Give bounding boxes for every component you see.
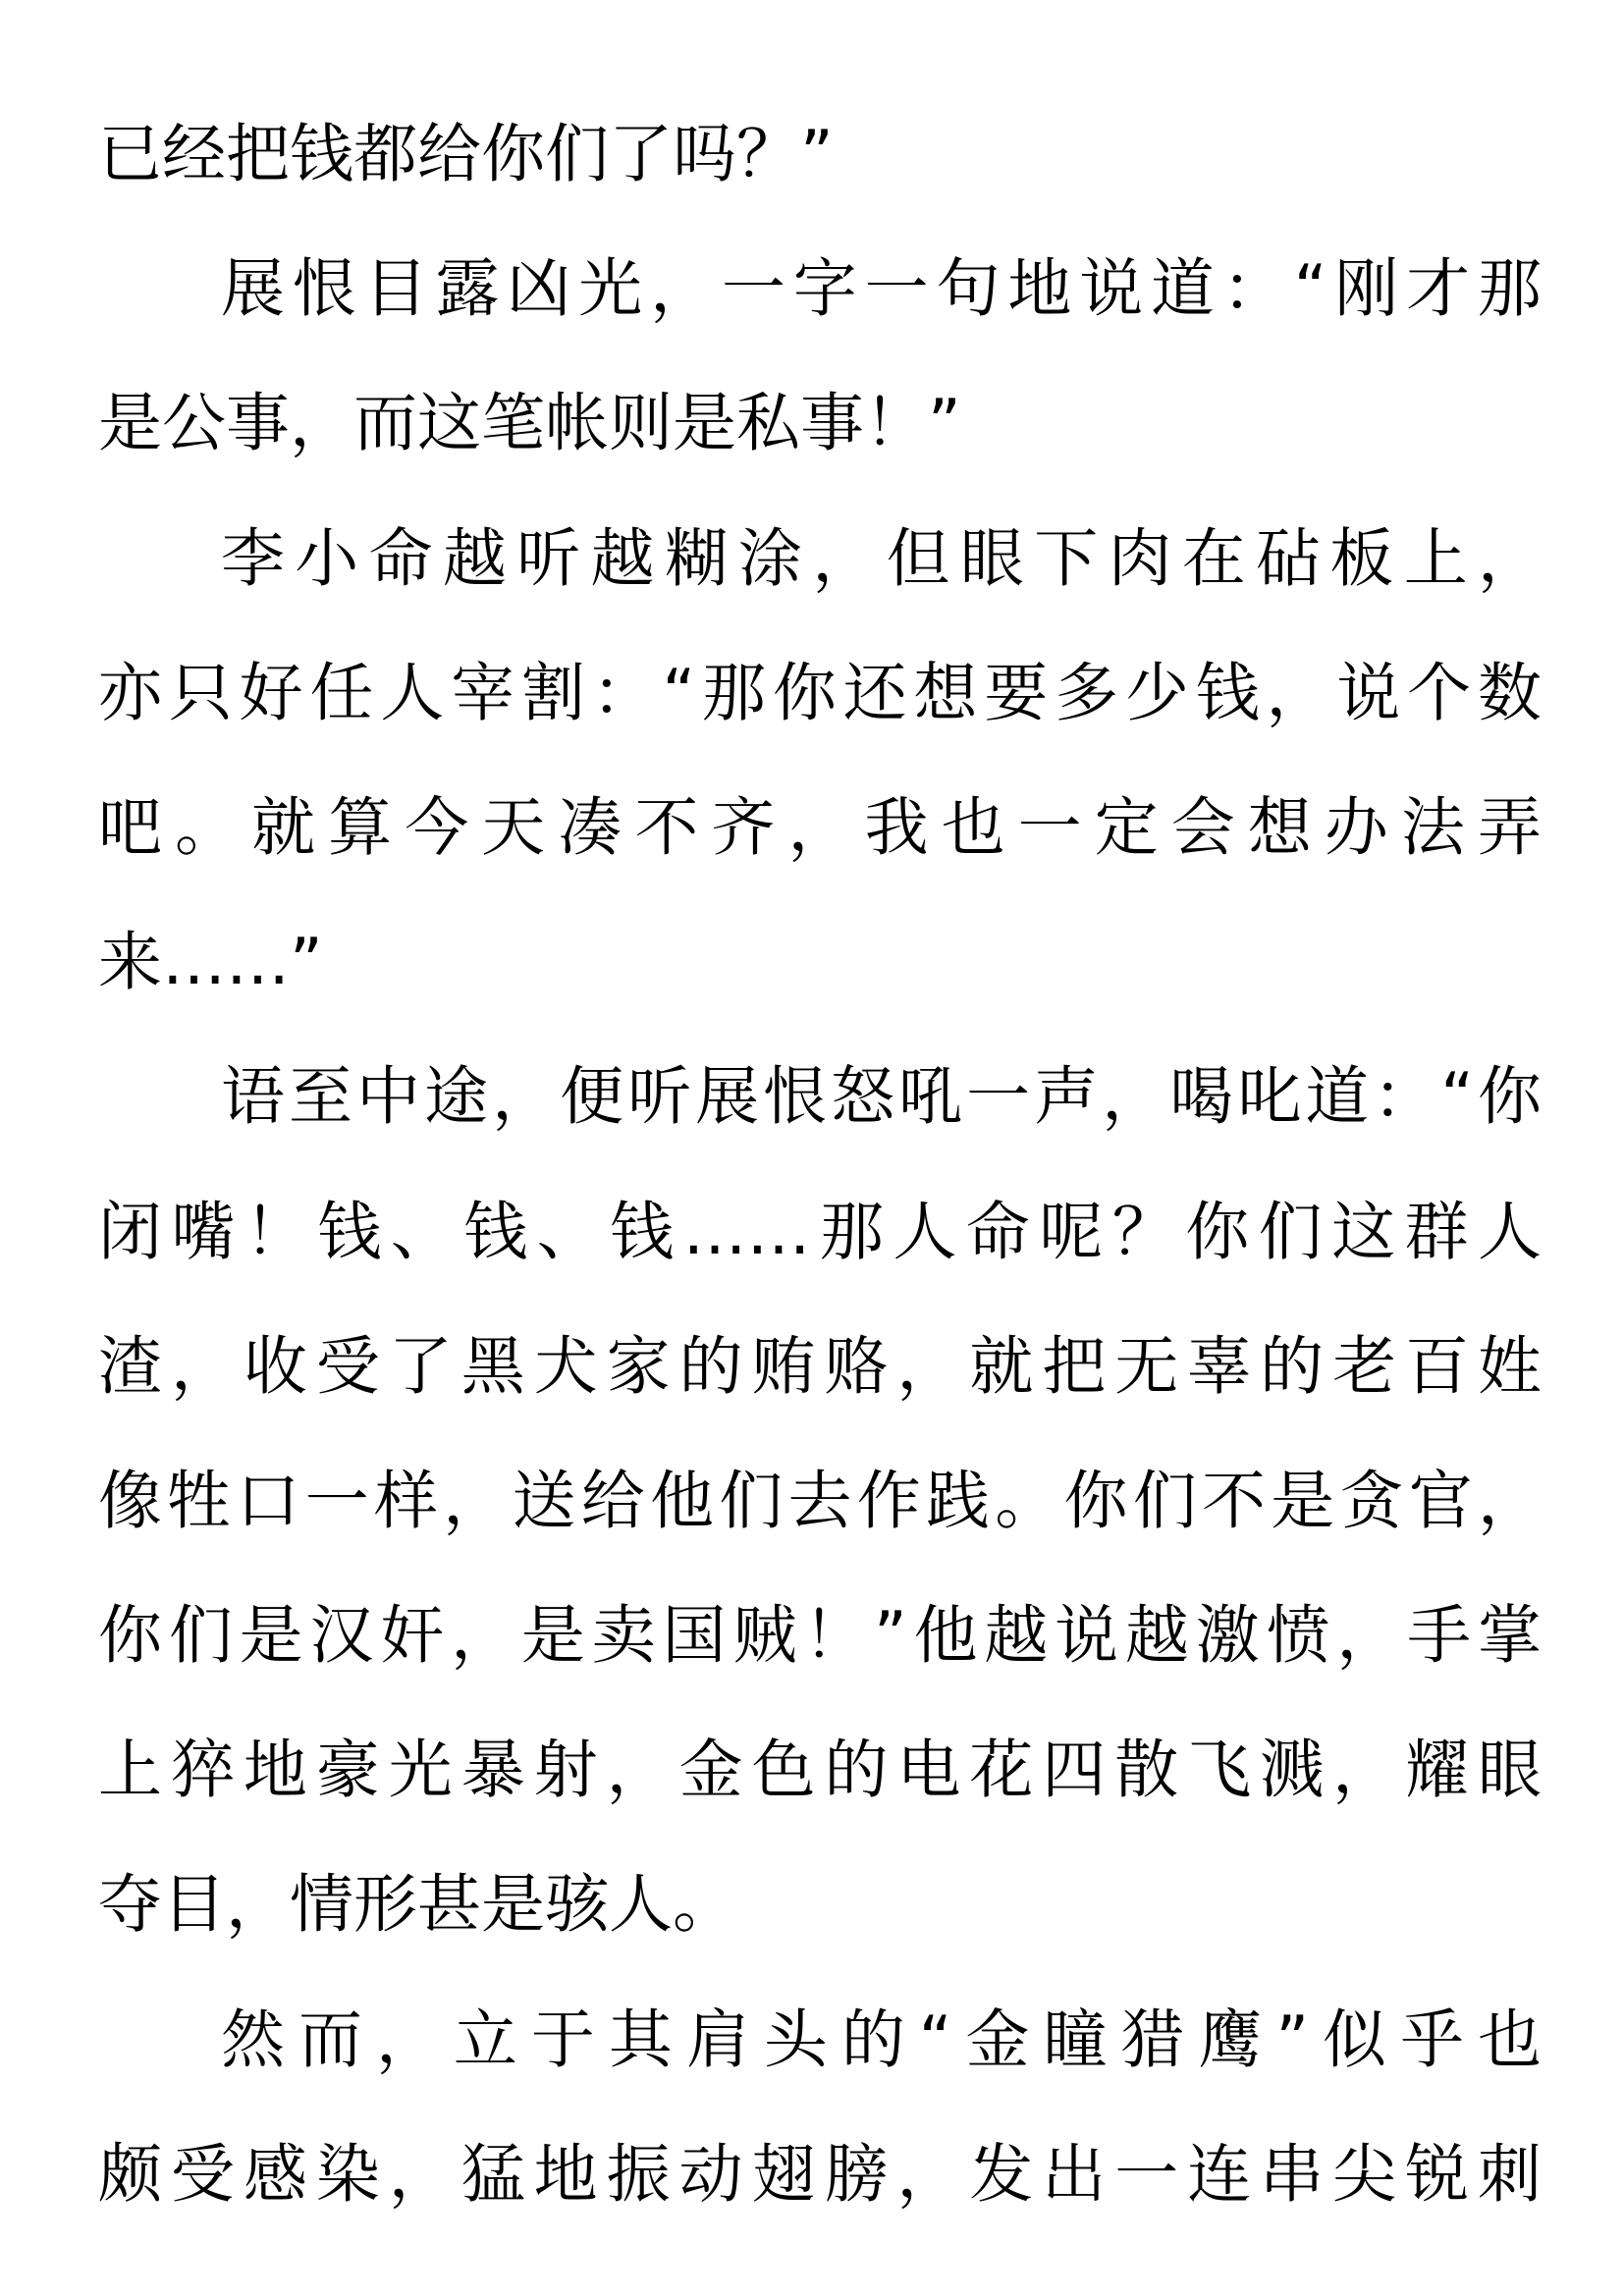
text-line: 然而，立于其肩头的“金瞳猎鹰”似乎也 [221, 2002, 1542, 2077]
text-line: 吧。就算今天凑不齐，我也一定会想办法弄 [98, 790, 1542, 865]
text-line: 展恨目露凶光，一字一句地说道：“刚才那 [221, 252, 1542, 327]
text-line: 是公事，而这笔帐则是私事！” [98, 387, 961, 461]
text-line: 夺目，情形甚是骇人。 [98, 1868, 737, 1943]
text-line: 渣，收受了黑犬家的贿赂，就把无辜的老百姓 [98, 1329, 1542, 1404]
text-line: 语至中途，便听展恨怒吼一声，喝叱道：“你 [221, 1060, 1542, 1135]
text-line: 亦只好任人宰割：“那你还想要多少钱，说个数 [98, 656, 1542, 730]
text-line: 来……” [98, 926, 323, 1000]
text-line: 李小命越听越糊涂，但眼下肉在砧板上， [221, 521, 1542, 596]
text-line: 已经把钱都给你们了吗？” [98, 118, 834, 191]
body-text [98, 116, 1542, 2270]
text-line: 闭嘴！钱、钱、钱……那人命呢？你们这群人 [98, 1195, 1542, 1269]
text-line: 你们是汉奸，是卖国贼！”他越说越激愤，手掌 [98, 1599, 1542, 1674]
text-line: 像牲口一样，送给他们去作践。你们不是贪官， [98, 1464, 1542, 1538]
text-line: 上猝地豪光暴射，金色的电花四散飞溅，耀眼 [98, 1734, 1542, 1808]
text-line: 颇受感染，猛地振动翅膀，发出一连串尖锐刺 [98, 2137, 1542, 2212]
